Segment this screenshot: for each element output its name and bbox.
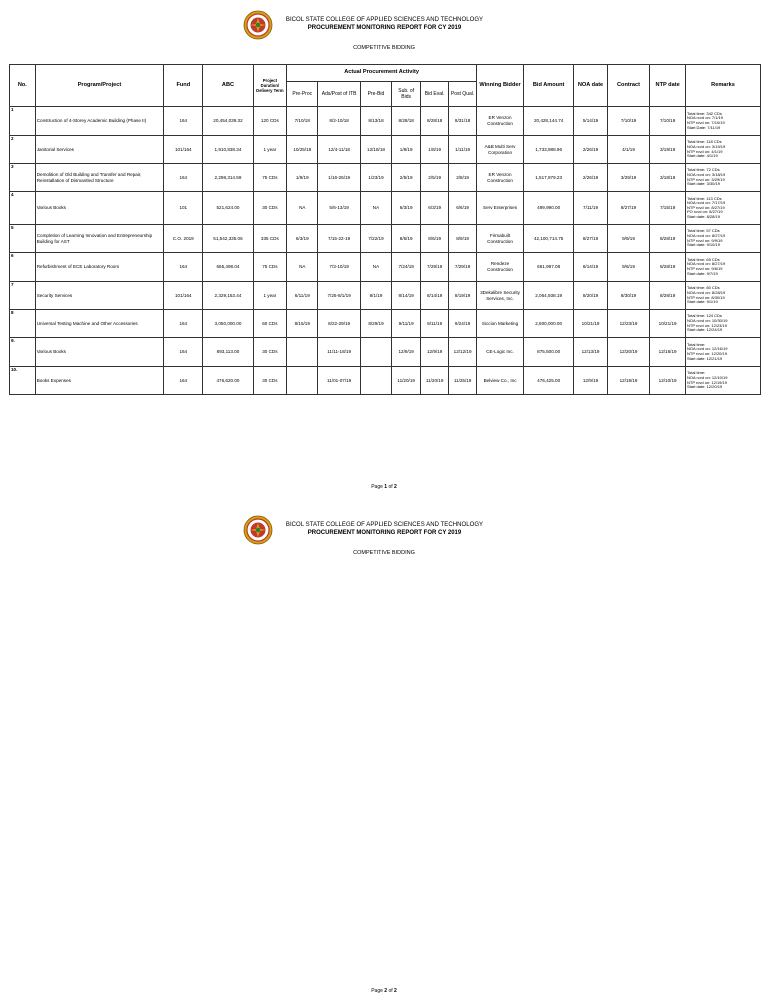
row-number: 9. (10, 338, 36, 367)
table-row (10, 225, 761, 253)
page-number-2 (0, 988, 768, 994)
contract-date: 12/23/19 (607, 310, 649, 338)
ntp-date: 3/18/19 (650, 164, 686, 192)
sub-bids-date: 9/11/19 (392, 310, 421, 338)
remark-line: Start Date: 7/11/19 (687, 124, 721, 130)
col-ntp-date: NTP date (650, 65, 686, 107)
bid-amount: 2,064,938.19 (524, 282, 574, 310)
abc-amount: 665,498.04 (203, 253, 253, 282)
pre-proc-date (287, 367, 318, 395)
college-seal-logo-2 (243, 515, 273, 545)
abc-amount: 1,910,838.34 (203, 136, 253, 164)
col-winning-bidder: Winning Bidder (477, 65, 524, 107)
sub-bids-date: 8/28/18 (392, 107, 421, 136)
fund: 164 (164, 367, 203, 395)
noa-date: 2/26/19 (574, 136, 608, 164)
contract-date: 9/9/19 (607, 225, 649, 253)
pre-bid-date: 7/22/19 (360, 225, 391, 253)
contract-date: 12/20/19 (607, 338, 649, 367)
winning-bidder: Firmabuilt Construction (477, 225, 524, 253)
remark-line: Total time: 342 CDs (687, 110, 722, 116)
program-name: Construction of 4-Storey Academic Building (Phase II) (35, 107, 164, 136)
fund: 164 (164, 107, 203, 136)
abc-amount: 3,050,000.00 (203, 310, 253, 338)
report-header (0, 10, 768, 42)
row-number: 3 (10, 164, 36, 192)
duration: 1 year (253, 282, 287, 310)
fund: 164 (164, 164, 203, 192)
ntp-date: 8/28/19 (650, 225, 686, 253)
row-number: 10. (10, 367, 36, 395)
remark-line: NOA rcvd on: 8/27/19 (687, 261, 726, 267)
col-bid-eval: Bid Eval. (421, 82, 449, 107)
duration: 30 CDs (253, 367, 287, 395)
abc-amount: 476,620.00 (203, 367, 253, 395)
sub-bids-date: 7/24/19 (392, 253, 421, 282)
program-name: Security Services (35, 282, 164, 310)
duration: 1 year (253, 136, 287, 164)
header-text-2 (278, 521, 491, 537)
pre-bid-date (360, 367, 391, 395)
ads-post-date: 8/2-10/18 (318, 107, 360, 136)
table-row (10, 310, 761, 338)
fund: 101/164 (164, 136, 203, 164)
col-no: No. (10, 65, 36, 107)
fund: 164 (164, 338, 203, 367)
program-name: Refurbishment of ECE Laboratory Room (35, 253, 164, 282)
remarks-cell (686, 282, 761, 310)
remark-line: Start date: 4/1/19 (687, 153, 718, 159)
post-qual-date: 8/9/19 (449, 225, 477, 253)
remarks-cell (686, 338, 761, 367)
post-qual-date: 8/31/18 (449, 107, 477, 136)
pre-proc-date (287, 338, 318, 367)
contract-date: 4/1/19 (607, 136, 649, 164)
bid-amount: 42,100,714.75 (524, 225, 574, 253)
contract-date: 12/19/19 (607, 367, 649, 395)
bid-eval-date: 8/14/19 (421, 282, 449, 310)
bid-amount: 661,997.08 (524, 253, 574, 282)
remark-line: NTP rcvd on: 12/20/19 (687, 351, 727, 356)
college-seal-logo (243, 10, 273, 40)
pre-proc-date: 10/25/18 (287, 136, 318, 164)
contract-date: 3/29/19 (607, 164, 649, 192)
remark-line: NTP rcvd on: 3/29/19 (687, 176, 725, 182)
fund: 164 (164, 310, 203, 338)
duration: 30 CDs (253, 338, 287, 367)
pre-proc-date: NA (287, 192, 318, 225)
ads-post-date: 8/22-29/19 (318, 310, 360, 338)
row-number: 6 (10, 253, 36, 282)
row-number: 5 (10, 225, 36, 253)
remark-line: NTP rcvd on: 12/23/19 (687, 322, 727, 328)
noa-date: 12/13/19 (574, 338, 608, 367)
winning-bidder: Belview Co., Inc (477, 367, 524, 395)
remark-line: NTP rcvd on: 9/6/19 (687, 266, 723, 271)
report-page-1 (0, 0, 768, 500)
noa-date: 8/20/19 (574, 282, 608, 310)
pre-bid-date: 8/29/19 (360, 310, 391, 338)
contract-date: 9/6/19 (607, 253, 649, 282)
remark-line: NOA rcvd on: 8/28/19 (687, 289, 726, 295)
page-label: Page (371, 988, 383, 994)
remark-line: NOA rcvd on: 10/30/19 (687, 317, 728, 323)
noa-date: 5/14/19 (574, 107, 608, 136)
ntp-date: 7/15/19 (650, 192, 686, 225)
abc-amount: 51,542,335.06 (203, 225, 253, 253)
sub-bids-date: 6/3/19 (392, 192, 421, 225)
fund: C.O. 2019 (164, 225, 203, 253)
sub-bids-date: 8/6/19 (392, 225, 421, 253)
col-noa-date: NOA date (574, 65, 608, 107)
bid-eval-date: 6/3/19 (421, 192, 449, 225)
row-number: 8 (10, 310, 36, 338)
ntp-date: 8/28/19 (650, 253, 686, 282)
pre-proc-date: 6/11/19 (287, 282, 318, 310)
sub-bids-date: 12/9/19 (392, 338, 421, 367)
duration: 120 CDs (253, 107, 287, 136)
col-bid-amount: Bid Amount (524, 65, 574, 107)
pre-proc-date: 1/9/19 (287, 164, 318, 192)
sub-bids-date: 1/8/19 (392, 136, 421, 164)
remark-line: Start date: 3/30/19 (687, 181, 720, 187)
table-row (10, 136, 761, 164)
post-qual-date: 12/12/19 (449, 338, 477, 367)
remarks-cell (686, 225, 761, 253)
pre-bid-date: 8/1/19 (360, 282, 391, 310)
procurement-table-body (10, 107, 761, 395)
noa-date: 2/26/19 (574, 164, 608, 192)
bid-eval-date: 1/8/19 (421, 136, 449, 164)
sub-bids-date: 11/20/19 (392, 367, 421, 395)
report-title: PROCUREMENT MONITORING REPORT FOR CY 2019 (307, 25, 462, 31)
ads-post-date: 5/6-13/19 (318, 192, 360, 225)
noa-date: 7/11/19 (574, 192, 608, 225)
remark-line: NOA rcvd on: 12/16/19 (687, 346, 728, 352)
duration: 60 CDs (253, 310, 287, 338)
remark-line: NOA rcvd on: 7/1/19 (687, 115, 724, 121)
report-subtitle-2: COMPETITIVE BIDDING (353, 550, 415, 556)
winning-bidder: Siccion Marketing (477, 310, 524, 338)
ntp-date: 10/21/19 (650, 310, 686, 338)
remark-line: NTP rcvd on: 7/10/19 (687, 120, 725, 125)
program-name: Various Books (35, 338, 164, 367)
winning-bidder: ER Venzon Construction (477, 164, 524, 192)
winning-bidder: CE-Logic Inc. (477, 338, 524, 367)
bid-amount: 1,733,988.96 (524, 136, 574, 164)
pre-proc-date: 7/10/18 (287, 107, 318, 136)
bid-amount: 875,500.00 (524, 338, 574, 367)
remark-line: Start date: 12/20/19 (687, 384, 723, 390)
col-remarks: Remarks (686, 65, 761, 107)
post-qual-date: 7/29/19 (449, 253, 477, 282)
remark-line: NOA rcvd on: 8/27/19 (687, 232, 726, 238)
row-number: 4 (10, 192, 36, 225)
program-name: Universal Testing Machine and Other Accessories (35, 310, 164, 338)
remark-line: Start date: 12/24/19 (687, 327, 723, 333)
contract-date: 8/30/19 (607, 282, 649, 310)
remark-line: NOA rcvd on: 12/10/19 (687, 374, 728, 380)
procurement-table (9, 64, 761, 395)
remark-line: Total time: 118 CDs (687, 139, 722, 145)
page-number-1 (0, 484, 768, 490)
ads-post-date: 1/16-26/19 (318, 164, 360, 192)
table-row (10, 367, 761, 395)
institution-name: BICOL STATE COLLEGE OF APPLIED SCIENCES AND TECHNOLOGY (285, 17, 484, 23)
col-sub-bids: Sub. of Bids (392, 82, 421, 107)
remark-line: Total time: 57 CDs (687, 228, 720, 234)
program-name: Books Expenses (35, 367, 164, 395)
abc-amount: 2,329,153.44 (203, 282, 253, 310)
noa-date: 12/9/19 (574, 367, 608, 395)
page-current: 1 (384, 484, 388, 490)
ads-post-date: 7/3-10/19 (318, 253, 360, 282)
row-number: 1 (10, 107, 36, 136)
page-of: of (388, 484, 393, 490)
remark-line: NTP rcvd on: 12/19/19 (687, 379, 727, 385)
remarks-cell (686, 367, 761, 395)
remarks-cell (686, 192, 761, 225)
bid-eval-date: 7/29/19 (421, 253, 449, 282)
pre-bid-date: NA (360, 253, 391, 282)
abc-amount: 20,454,039.32 (203, 107, 253, 136)
post-qual-date: 6/6/19 (449, 192, 477, 225)
col-ads-post: Ads/Post of ITB (318, 82, 360, 107)
abc-amount: 2,298,314.59 (203, 164, 253, 192)
table-row (10, 338, 761, 367)
pre-proc-date: 6/3/19 (287, 225, 318, 253)
remark-line: Start date: 12/21/19 (687, 355, 723, 361)
pre-bid-date: 1/23/19 (360, 164, 391, 192)
page-total: 2 (394, 988, 397, 994)
post-qual-date: 8/19/19 (449, 282, 477, 310)
winning-bidder: ER Venzon Construction (477, 107, 524, 136)
fund: 101 (164, 192, 203, 225)
ads-post-date: 7/25-8/1/19 (318, 282, 360, 310)
table-row (10, 107, 761, 136)
bid-eval-date: 2/5/19 (421, 164, 449, 192)
bid-eval-date: 12/9/19 (421, 338, 449, 367)
sub-bids-date: 8/14/19 (392, 282, 421, 310)
table-row (10, 192, 761, 225)
pre-bid-date (360, 338, 391, 367)
row-number: 7 (10, 282, 36, 310)
post-qual-date: 2/8/19 (449, 164, 477, 192)
page-of: of (388, 988, 393, 994)
program-name: Demolition of Old Building and Transfer and Repair, Reinstallation of Dismantled Structure (35, 164, 164, 192)
remark-line: NTP rcvd on: 4/1/19 (687, 148, 723, 154)
bid-amount: 2,600,000.00 (524, 310, 574, 338)
remark-line: Start date: 8/28/19 (687, 213, 720, 219)
duration: 75 CDs (253, 164, 287, 192)
remarks-cell (686, 136, 761, 164)
remark-line: Start date: 9/7/19 (687, 270, 718, 276)
pre-proc-date: 8/15/19 (287, 310, 318, 338)
row-number: 2 (10, 136, 36, 164)
pre-bid-date: 12/18/18 (360, 136, 391, 164)
bid-amount: 20,428,144.74 (524, 107, 574, 136)
remark-line: Total time: 124 CDs (687, 313, 722, 319)
winning-bidder: Serv Enterprises (477, 192, 524, 225)
fund: 101/164 (164, 282, 203, 310)
bid-eval-date: 9/11/19 (421, 310, 449, 338)
remark-line: NOA rcvd on: 3/18/19 (687, 171, 726, 177)
winning-bidder: 3Dekalibre Security Services, Inc. (477, 282, 524, 310)
institution-name-2: BICOL STATE COLLEGE OF APPLIED SCIENCES AND TECHNOLOGY (285, 522, 484, 528)
bid-eval-date: 8/6/19 (421, 225, 449, 253)
remark-line: Total time: (687, 341, 706, 347)
fund: 164 (164, 253, 203, 282)
header-text (278, 16, 491, 32)
remark-line: Start date: 9/1/19 (687, 299, 718, 305)
remarks-cell (686, 164, 761, 192)
duration: 30 CDs (253, 192, 287, 225)
remark-line: NOA rcvd on: 3/19/19 (687, 143, 726, 149)
col-fund: Fund (164, 65, 203, 107)
col-pre-proc: Pre-Proc (287, 82, 318, 107)
duration: 75 CDs (253, 253, 287, 282)
table-row (10, 282, 761, 310)
report-title-2: PROCUREMENT MONITORING REPORT FOR CY 2019 (307, 530, 462, 536)
remark-line: Total time: 80 CDs (687, 285, 720, 291)
col-abc: ABC (203, 65, 253, 107)
remark-line: NTP rcvd on: 8/30/19 (687, 294, 725, 300)
remark-line: Start date: 9/10/19 (687, 242, 720, 248)
page-current: 2 (384, 988, 388, 994)
post-qual-date: 9/24/19 (449, 310, 477, 338)
remark-line: Total time: 113 CDs (687, 195, 722, 201)
winning-bidder: A&B Multi Serv Corporation (477, 136, 524, 164)
remarks-cell (686, 107, 761, 136)
page-total: 2 (394, 484, 397, 490)
col-program: Program/Project (35, 65, 164, 107)
contract-date: 8/27/19 (607, 192, 649, 225)
post-qual-date: 11/25/19 (449, 367, 477, 395)
pre-bid-date: NA (360, 192, 391, 225)
bid-amount: 1,517,979.23 (524, 164, 574, 192)
remark-line: NOA rcvd on: 7/17/19 (687, 200, 726, 206)
program-name: Various Books (35, 192, 164, 225)
remark-line: NTP rcvd on: 9/9/19 (687, 237, 723, 243)
remark-line: Total time: 72 CDs (687, 167, 720, 173)
pre-bid-date: 8/13/18 (360, 107, 391, 136)
remarks-cell (686, 253, 761, 282)
ads-post-date: 12/4-11/18 (318, 136, 360, 164)
contract-date: 7/10/19 (607, 107, 649, 136)
bid-eval-date: 8/28/18 (421, 107, 449, 136)
page-label: Page (371, 484, 383, 490)
noa-date: 10/21/19 (574, 310, 608, 338)
ads-post-date: 11/01-07/19 (318, 367, 360, 395)
report-header-2 (0, 515, 768, 547)
col-duration: Project Duration/ Delivery Term (253, 65, 287, 107)
ads-post-date: 7/15-22-19 (318, 225, 360, 253)
remark-line: Total time: 65 CDs (687, 256, 720, 262)
report-page-2 (0, 500, 768, 1006)
table-row (10, 164, 761, 192)
ntp-date: 12/16/19 (650, 338, 686, 367)
remark-line: NTP rcvd on: 8/27/19 (687, 204, 725, 210)
remark-line: PO rcvd on: 8/27/19 (687, 209, 723, 215)
col-post-qual: Post Qual. (449, 82, 477, 107)
abc-amount: 521,624.00 (203, 192, 253, 225)
report-subtitle: COMPETITIVE BIDDING (353, 45, 415, 51)
pre-proc-date: NA (287, 253, 318, 282)
ntp-date: 8/28/19 (650, 282, 686, 310)
col-contract: Contract (607, 65, 649, 107)
col-pre-bid: Pre-Bid (360, 82, 391, 107)
ntp-date: 3/19/19 (650, 136, 686, 164)
table-row (10, 253, 761, 282)
bid-amount: 499,990.00 (524, 192, 574, 225)
program-name: Janitorial Services (35, 136, 164, 164)
ads-post-date: 11/11-18/19 (318, 338, 360, 367)
abc-amount: 893,113.00 (203, 338, 253, 367)
noa-date: 8/14/19 (574, 253, 608, 282)
post-qual-date: 1/11/19 (449, 136, 477, 164)
remarks-cell (686, 310, 761, 338)
noa-date: 8/27/19 (574, 225, 608, 253)
sub-bids-date: 2/5/19 (392, 164, 421, 192)
bid-amount: 476,425.00 (524, 367, 574, 395)
winning-bidder: Rendeze Construction (477, 253, 524, 282)
program-name: Completion of Learning Innovation and Entrepreneurship Building for AST (35, 225, 164, 253)
ntp-date: 7/10/19 (650, 107, 686, 136)
duration: 335 CDs (253, 225, 287, 253)
ntp-date: 12/10/19 (650, 367, 686, 395)
remark-line: Total time: (687, 370, 706, 376)
col-activity-group: Actual Procurement Activity (287, 65, 477, 82)
bid-eval-date: 11/20/19 (421, 367, 449, 395)
